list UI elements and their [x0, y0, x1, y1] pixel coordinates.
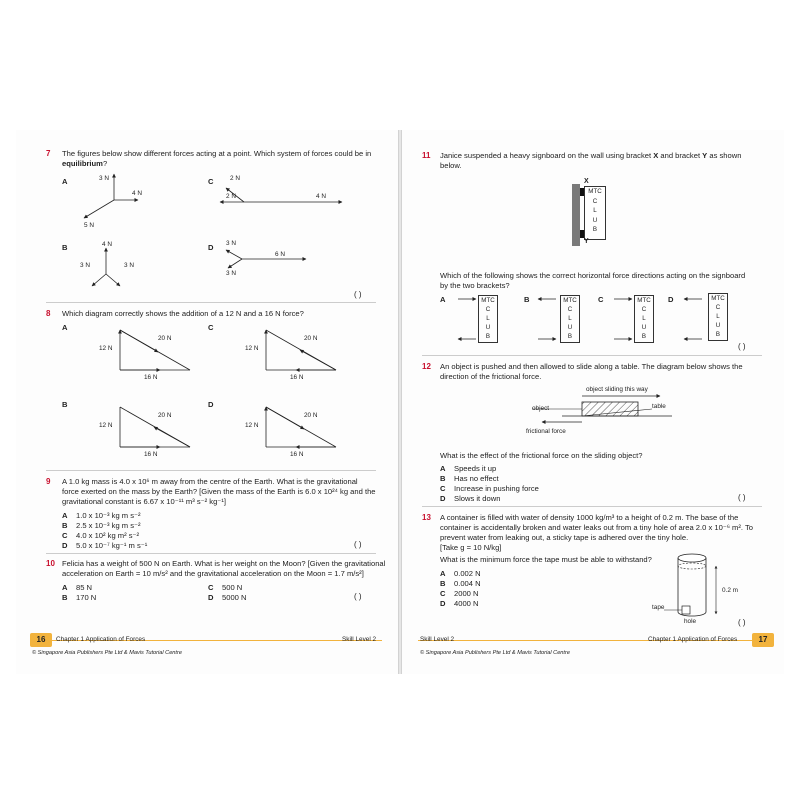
answer-option[interactable]: D 4000 N: [440, 599, 479, 608]
answer-bracket[interactable]: ( ): [738, 342, 746, 351]
answer-option[interactable]: A 0.002 N: [440, 569, 481, 578]
option-label: B: [62, 400, 68, 409]
question-text: Felicia has a weight of 500 N on Earth. What is her weight on the Moon? [Given the gravitational: [62, 559, 386, 568]
force-label: 2 N: [230, 175, 240, 182]
vector-triangle-8b: [116, 403, 196, 453]
question-text: equilibrium?: [62, 159, 108, 168]
left-page: [16, 130, 398, 674]
option-b-sign: MTC C L U B: [560, 295, 580, 343]
force-label: 4 N: [132, 190, 142, 197]
diagram-label-object: object: [532, 405, 550, 412]
force-label: 16 N: [290, 374, 304, 381]
answer-option[interactable]: D 5.0 x 10⁻⁷ kg⁻¹ m s⁻¹: [62, 541, 148, 550]
answer-bracket[interactable]: ( ): [354, 540, 362, 549]
separator: [422, 506, 762, 507]
answer-option[interactable]: B 0.004 N: [440, 579, 481, 588]
force-label: 12 N: [245, 345, 259, 352]
open-book: [16, 130, 784, 674]
question-text: What is the minimum force the tape must be able to withstand?: [440, 555, 652, 564]
right-page: [402, 130, 784, 674]
answer-option[interactable]: A Speeds it up: [440, 464, 497, 473]
option-a-sign: MTC C L U B: [478, 295, 498, 343]
question-number: 10: [46, 559, 55, 568]
answer-option[interactable]: D 5000 N: [208, 593, 247, 602]
question-text: The figures below show different forces acting at a point. Which system of forces could be in: [62, 149, 372, 158]
label-y: Y: [584, 238, 589, 245]
question-number: 9: [46, 477, 51, 486]
force-label: 3 N: [124, 262, 134, 269]
force-label: 20 N: [304, 412, 318, 419]
force-label: 4 N: [102, 241, 112, 248]
question-text: Which of the following shows the correct horizontal force directions acting on the signboard: [440, 271, 746, 280]
question-text: by the two brackets?: [440, 281, 510, 290]
signboard: MTC C L U B: [584, 186, 606, 240]
answer-option[interactable]: C 2000 N: [440, 589, 479, 598]
diagram-label-friction: frictional force: [526, 428, 566, 435]
diagram-label-table: table: [652, 403, 666, 410]
answer-option[interactable]: C 4.0 x 10² kg m² s⁻²: [62, 531, 140, 540]
question-text: prevent water from leaking out, a sticky tape is adhered over the tiny hole.: [440, 533, 689, 542]
force-label: 16 N: [144, 374, 158, 381]
force-label: 3 N: [80, 262, 90, 269]
force-label: 3 N: [226, 270, 236, 277]
option-label: B: [524, 295, 530, 304]
force-label: 3 N: [226, 240, 236, 247]
force-label: 5 N: [84, 222, 94, 229]
tape-label: tape: [652, 604, 665, 611]
wall: [572, 184, 580, 246]
page-number: 17: [752, 633, 774, 647]
force-label: 20 N: [158, 412, 172, 419]
answer-option[interactable]: A 85 N: [62, 583, 93, 592]
question-text: A 1.0 kg mass is 4.0 x 10⁶ m away from the centre of the Earth. What is the gravitational: [62, 477, 358, 486]
force-label: 12 N: [99, 422, 113, 429]
question-text: Which diagram correctly shows the addition of a 12 N and a 16 N force?: [62, 309, 304, 318]
copyright: © Singapore Asia Publishers Pte Ltd & Mavis Tutorial Centre: [420, 650, 570, 656]
question-number: 11: [422, 151, 431, 160]
answer-option[interactable]: B 2.5 x 10⁻³ kg m s⁻²: [62, 521, 141, 530]
signboard-diagram: [572, 180, 622, 252]
answer-bracket[interactable]: ( ): [738, 618, 746, 627]
force-label: 4 N: [316, 193, 326, 200]
question-number: 7: [46, 149, 51, 158]
question-text: acceleration on Earth = 10 m/s² and the gravitational acceleration on the Moon = 1.7 m/s²]: [62, 569, 364, 578]
force-label: 2 N: [226, 193, 236, 200]
hole-label: hole: [684, 618, 697, 625]
question-text: direction of the frictional force.: [440, 372, 542, 381]
option-label: D: [208, 243, 214, 252]
separator: [46, 470, 376, 471]
question-number: 12: [422, 362, 431, 371]
answer-option[interactable]: A 1.0 x 10⁻³ kg m s⁻²: [62, 511, 141, 520]
separator: [46, 553, 376, 554]
height-label: 0.2 m: [722, 587, 738, 594]
question-text: force exerted on the mass by the Earth? [Given the mass of the Earth is 6.0 x 10²⁴ kg and the: [62, 487, 376, 496]
force-label: 3 N: [99, 175, 109, 182]
vector-triangle-8a: [116, 326, 196, 376]
question-text: below.: [440, 161, 462, 170]
force-label: 20 N: [158, 335, 172, 342]
separator: [422, 355, 762, 356]
answer-bracket[interactable]: ( ): [354, 592, 362, 601]
question-number: 8: [46, 309, 51, 318]
page-number: 16: [30, 633, 52, 647]
option-label: D: [208, 400, 214, 409]
option-c-sign: MTC C L U B: [634, 295, 654, 343]
force-label: 16 N: [290, 451, 304, 458]
label-x: X: [584, 178, 589, 185]
force-label: 16 N: [144, 451, 158, 458]
question-text: Janice suspended a heavy signboard on the wall using bracket X and bracket Y as shown: [440, 151, 742, 160]
footer-level: Skill Level 2: [342, 636, 377, 643]
option-label: B: [62, 243, 68, 252]
question-number: 13: [422, 513, 431, 522]
force-label: 12 N: [245, 422, 259, 429]
option-label: A: [440, 295, 446, 304]
force-label: 6 N: [275, 251, 285, 258]
vector-triangle-8d: [262, 403, 342, 453]
answer-option[interactable]: C Increase in pushing force: [440, 484, 539, 493]
option-d-sign: MTC C L U B: [708, 293, 728, 341]
footer-chapter: Chapter 1 Application of Forces: [56, 636, 146, 643]
question-text: gravitational constant is 6.67 x 10⁻¹¹ m³ s⁻² kg⁻¹]: [62, 497, 226, 506]
question-text: An object is pushed and then allowed to slide along a table. The diagram below shows the: [440, 362, 743, 371]
force-label: 20 N: [304, 335, 318, 342]
vector-triangle-8c: [262, 326, 342, 376]
question-text: [Take g = 10 N/kg]: [440, 543, 502, 552]
option-label: D: [668, 295, 674, 304]
footer-chapter: Chapter 1 Application of Forces: [648, 636, 738, 643]
option-label: C: [208, 177, 214, 186]
footer-level: Skill Level 2: [420, 636, 455, 643]
question-text: container is accidentally broken and water leaks out from a tiny hole of area 2.0 x 10⁻⁶ m². To: [440, 523, 754, 532]
answer-bracket[interactable]: ( ): [354, 290, 362, 299]
answer-option[interactable]: C 500 N: [208, 583, 243, 592]
force-label: 12 N: [99, 345, 113, 352]
answer-option[interactable]: B Has no effect: [440, 474, 499, 483]
answer-option[interactable]: B 170 N: [62, 593, 97, 602]
answer-option[interactable]: D Slows it down: [440, 494, 501, 503]
diagram-label-top: object sliding this way: [586, 386, 648, 393]
option-label: A: [62, 323, 68, 332]
answer-bracket[interactable]: ( ): [738, 493, 746, 502]
option-label: C: [598, 295, 604, 304]
option-label: C: [208, 323, 214, 332]
force-diagram-7b: [82, 238, 152, 288]
copyright: © Singapore Asia Publishers Pte Ltd & Mavis Tutorial Centre: [32, 650, 182, 656]
question-text: A container is filled with water of density 1000 kg/m³ to a height of 0.2 m. The base of the: [440, 513, 739, 522]
question-text: What is the effect of the frictional force on the sliding object?: [440, 451, 643, 460]
option-label: A: [62, 177, 68, 186]
separator: [46, 302, 376, 303]
